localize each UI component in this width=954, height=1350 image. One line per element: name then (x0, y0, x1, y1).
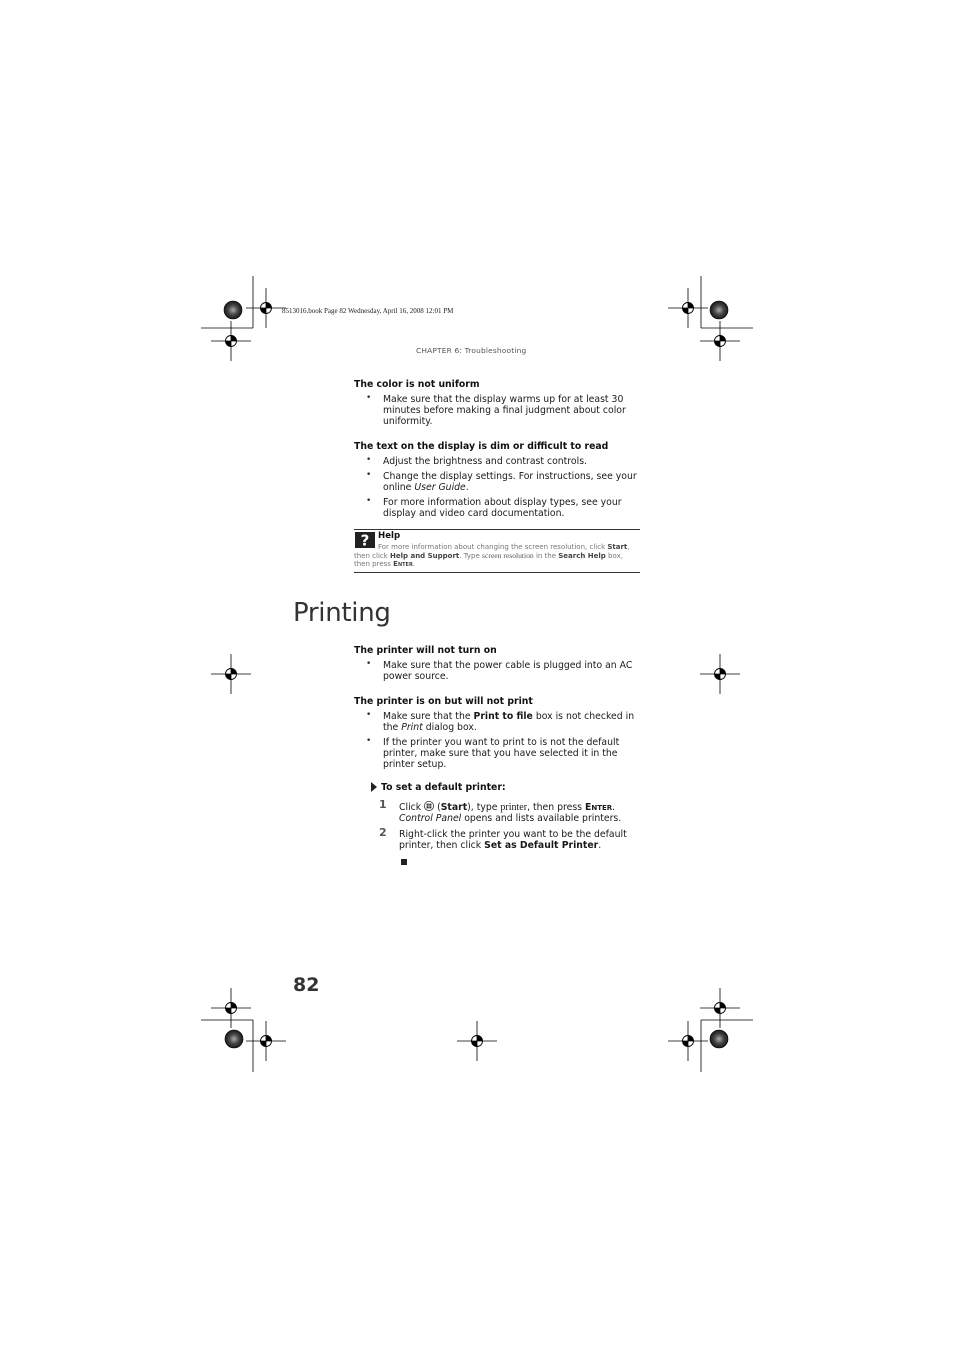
list-item: Make sure that the power cable is plugged into an AC power source. (383, 660, 633, 682)
step-number: 1 (379, 798, 387, 811)
list-item: Make sure that the Print to file box is not checked in the Print dialog box. (383, 711, 635, 733)
bullet-icon: • (366, 710, 372, 720)
help-title: Help (378, 531, 401, 541)
step-2-text: Right-click the printer you want to be the default printer, then click Set as Default Printer. (399, 829, 627, 851)
procedure-title: To set a default printer: (381, 782, 506, 793)
procedure-arrow-icon (371, 782, 378, 792)
list-item: For more information about display types, see your display and video card documentation. (383, 497, 622, 519)
bullet-icon: • (366, 455, 372, 465)
section-title-printing: Printing (293, 598, 391, 628)
end-of-procedure-square (401, 859, 407, 865)
list-item: Change the display settings. For instructions, see your online User Guide. (383, 471, 637, 493)
list-item: If the printer you want to print to is not the default printer, make sure that you have selected it in the printer setup. (383, 737, 620, 770)
bullet-icon: • (366, 736, 372, 746)
bullet-icon: • (366, 496, 372, 506)
windows-start-icon (424, 801, 434, 811)
list-item: Adjust the brightness and contrast controls. (383, 456, 588, 467)
list-item: Make sure that the display warms up for at least 30 minutes before making a final judgment about color uniformity. (383, 394, 626, 427)
bullet-icon: • (366, 393, 372, 403)
heading-printer-no-power: The printer will not turn on (354, 645, 497, 656)
step-1-text: Click (Start), type printer, then press Enter. Control Panel opens and lists available printers. (399, 802, 622, 824)
heading-dim-text: The text on the display is dim or difficult to read (354, 441, 609, 452)
help-text: For more information about changing the screen resolution, click Start, then click Help and Support. Type screen resolution in the Search Help box, then press Enter. (354, 543, 630, 568)
help-box (354, 529, 640, 573)
heading-color-not-uniform: The color is not uniform (354, 379, 480, 390)
bullet-icon: • (366, 659, 372, 669)
page-number: 82 (293, 974, 320, 996)
file-stamp: 8513016.book Page 82 Wednesday, April 16, 2008 12:01 PM (282, 307, 454, 315)
running-header: CHAPTER 6: Troubleshooting (416, 346, 527, 355)
bullet-icon: • (366, 470, 372, 480)
step-number: 2 (379, 826, 387, 839)
svg-text:?: ? (360, 532, 370, 548)
heading-printer-no-print: The printer is on but will not print (354, 696, 533, 707)
